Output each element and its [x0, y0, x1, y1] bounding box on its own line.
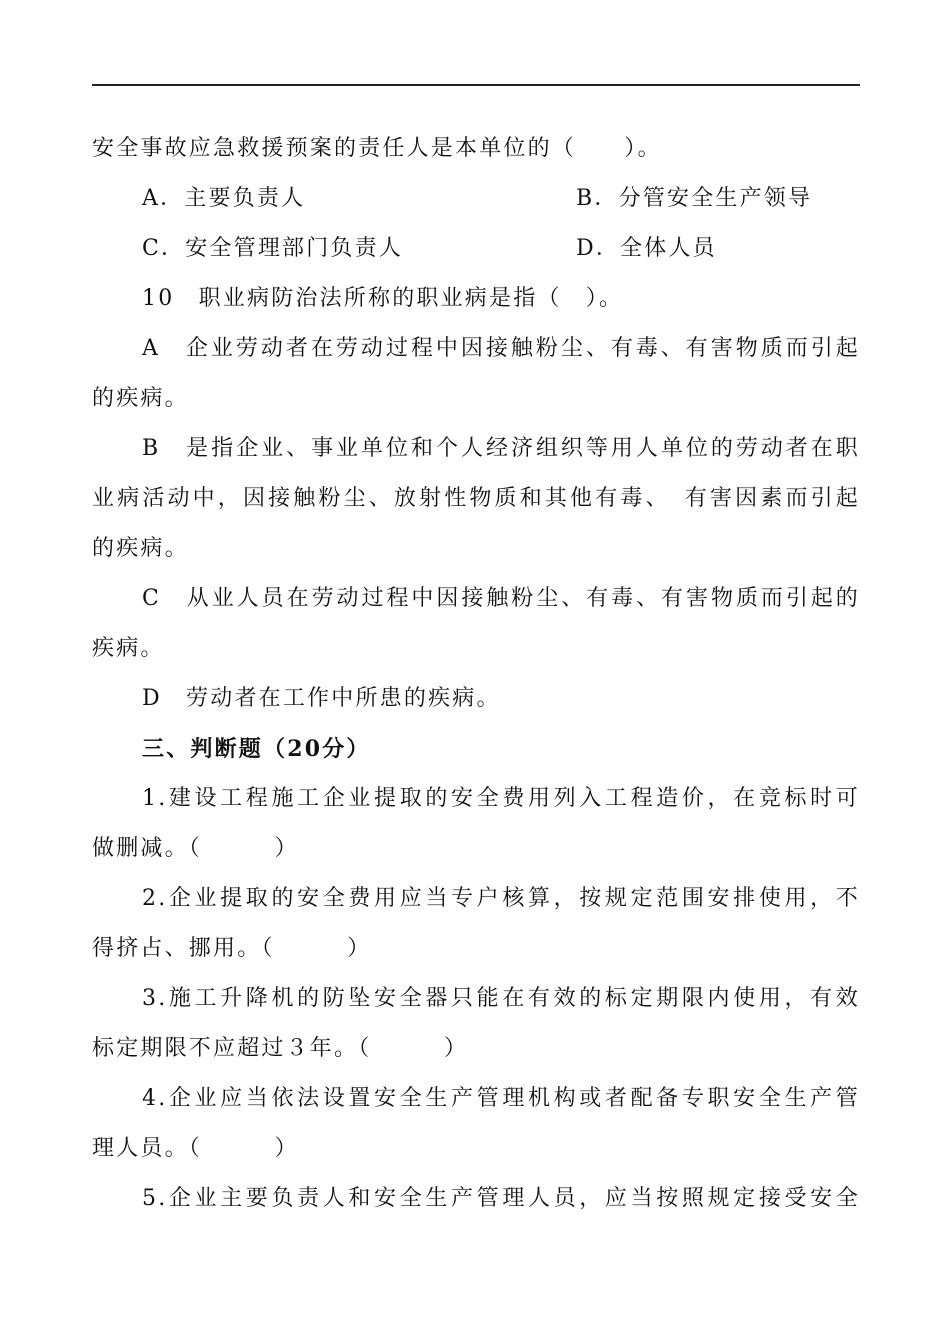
judge-item-1-line2: 做删减。（ ）: [92, 836, 299, 861]
q9-stem-tail: 安全事故应急救援预案的责任人是本单位的（ ）。: [92, 136, 662, 161]
header-rule: [92, 84, 860, 86]
q9-option-a: A．主要负责人: [142, 186, 306, 211]
q10-option-a-line1: A 企业劳动者在劳动过程中因接触粉尘、有毒、有害物质而引起: [142, 336, 860, 361]
q9-option-c: C．安全管理部门负责人: [142, 236, 404, 261]
q10-option-c-line2: 疾病。: [92, 636, 165, 661]
q10-option-d: D 劳动者在工作中所患的疾病。: [142, 686, 501, 711]
judge-item-4-line1: 4.企业应当依法设置安全生产管理机构或者配备专职安全生产管: [142, 1086, 860, 1111]
q10-option-b-line1: B 是指企业、事业单位和个人经济组织等用人单位的劳动者在职: [142, 436, 860, 461]
judge-item-1-line1: 1.建设工程施工企业提取的安全费用列入工程造价，在竞标时可: [142, 786, 860, 811]
judge-item-2-line1: 2.企业提取的安全费用应当专户核算，按规定范围安排使用，不: [142, 886, 860, 911]
section3-title: 三、判断题（20分）: [142, 736, 371, 762]
judge-item-2-line2: 得挤占、挪用。（ ）: [92, 936, 372, 961]
q10-option-b-line3: 的疾病。: [92, 536, 189, 561]
q10-option-a-line2: 的疾病。: [92, 386, 189, 411]
judge-item-3-line1: 3.施工升降机的防坠安全器只能在有效的标定期限内使用，有效: [142, 986, 860, 1011]
q10-option-b-line2: 业病活动中，因接触粉尘、放射性物质和其他有毒、 有害因素而引起: [92, 486, 860, 511]
q10-stem: 10 职业病防治法所称的职业病是指（ ）。: [142, 286, 624, 311]
judge-item-5-line1: 5.企业主要负责人和安全生产管理人员，应当按照规定接受安全: [142, 1186, 860, 1211]
judge-item-3-line2: 标定期限不应超过３年。（ ）: [92, 1036, 469, 1061]
q10-option-c-line1: C 从业人员在劳动过程中因接触粉尘、有毒、有害物质而引起的: [142, 586, 860, 611]
q9-option-d: D．全体人员: [576, 236, 717, 261]
q9-option-b: B．分管安全生产领导: [576, 186, 813, 211]
judge-item-4-line2: 理人员。（ ）: [92, 1136, 299, 1161]
